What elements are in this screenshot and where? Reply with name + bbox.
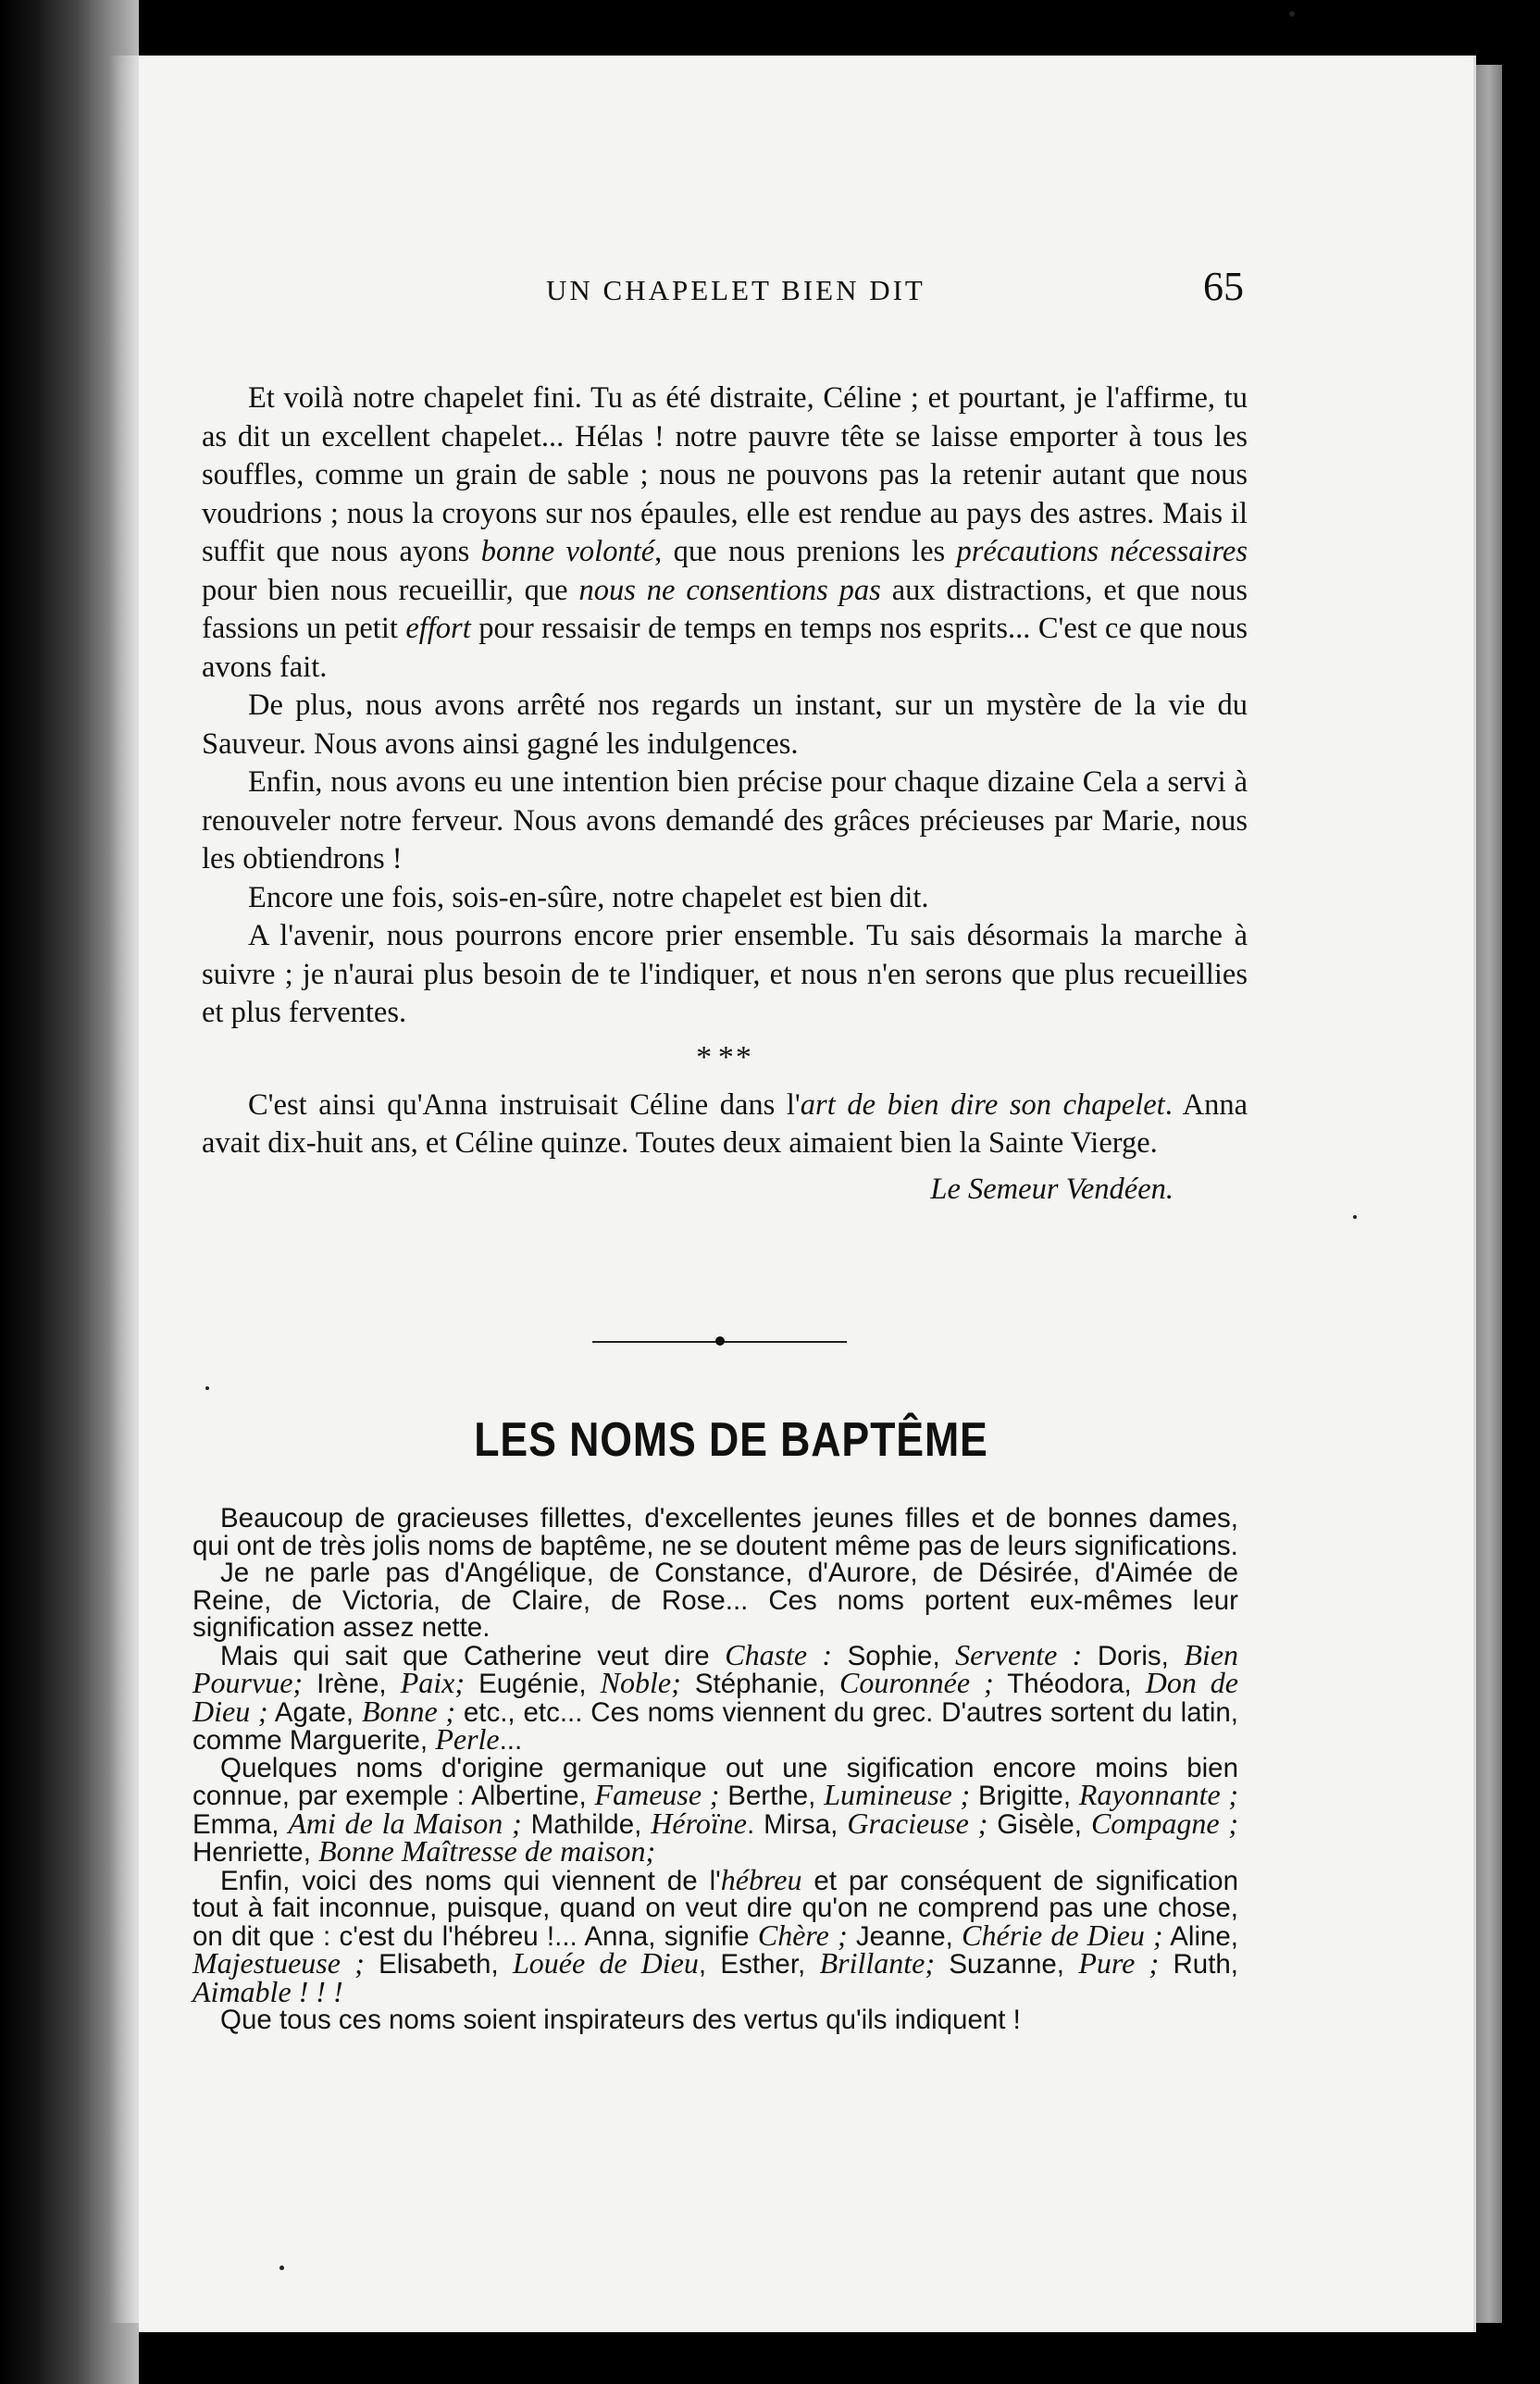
article-paragraph <box>202 764 1248 879</box>
article-paragraph <box>202 687 1248 764</box>
section-paragraph <box>192 1505 1238 1559</box>
italic-run: Brillante; <box>819 1946 935 1980</box>
text-run: Gisèle, <box>987 1808 1091 1840</box>
article-paragraph <box>202 879 1248 918</box>
text-run: Ruth, <box>1159 1949 1238 1980</box>
text-run: Elisabeth, <box>364 1949 513 1980</box>
italic-run: Noble; <box>600 1666 681 1699</box>
italic-run: hébreu <box>720 1862 802 1896</box>
italic-run: Aimable ! ! ! <box>192 1974 343 2008</box>
article-paragraph <box>202 379 1248 687</box>
running-title: UN CHAPELET BIEN DIT <box>546 274 925 306</box>
italic-run: Perle <box>435 1722 500 1756</box>
text-run: Théodora, <box>993 1669 1146 1699</box>
section-paragraph <box>192 1559 1238 1642</box>
italic-run: Ami de la Maison ; <box>288 1806 522 1840</box>
italic-run: précautions nécessaires <box>956 535 1248 568</box>
text-run: , que nous prenions les <box>654 535 957 568</box>
text-run: Aline, <box>1162 1920 1239 1952</box>
section-paragraph <box>192 1862 1239 2008</box>
page-number: 65 <box>1203 264 1244 309</box>
closing-paragraph <box>202 1086 1248 1163</box>
italic-run: Majestueuse ; <box>192 1946 365 1980</box>
italic-run: Gracieuse ; <box>847 1806 988 1840</box>
text-run: Sophie, <box>832 1640 956 1671</box>
italic-run: Rayonnante ; <box>1078 1778 1239 1811</box>
section-paragraph <box>192 2006 1238 2034</box>
italic-run: nous ne consentions pas <box>578 573 881 607</box>
text-run: Berthe, <box>719 1781 825 1811</box>
section-paragraph <box>192 1752 1239 1868</box>
italic-run: Louée de Dieu <box>512 1946 699 1980</box>
text-run: aux distractions, et que nous fassions un petit <box>202 573 1248 645</box>
text-run: C'est ainsi qu'Anna instruisait Céline dans l' <box>248 1087 801 1122</box>
section-body <box>192 1505 1238 2034</box>
text-run: Doris, <box>1082 1640 1185 1671</box>
text-run: Emma, <box>192 1808 289 1840</box>
text-run: Eugénie, <box>465 1669 601 1699</box>
text-run: ... <box>499 1725 523 1756</box>
text-run: Irène, <box>303 1669 401 1699</box>
text-run: Enfin, nous avons eu une intention bien précise pour chaque dizaine Cela a servi à renouveler notre ferveur. Nous avons demandé des grâces précieuses par Marie, nous les obtiendrons ! <box>202 765 1248 875</box>
italic-run: Chère ; <box>757 1918 848 1952</box>
text-run: Mathilde, <box>521 1808 652 1840</box>
text-run: Henriette, <box>192 1837 319 1868</box>
text-run: . Mirsa, <box>746 1808 848 1840</box>
italic-run: Chaste : <box>725 1637 833 1671</box>
text-run: . Anna avait dix-huit ans, et Céline quinze. Toutes deux aimaient bien la Sainte Vierge. <box>202 1087 1248 1160</box>
text-run: Quelques noms d'origine germanique out une sigification encore moins bien connue, par exemple : Albertine, <box>192 1752 1238 1811</box>
signature: Le Semeur Vendéen. <box>930 1172 1174 1206</box>
italic-run: Couronnée ; <box>839 1666 994 1699</box>
text-run: Brigitte, <box>970 1781 1079 1811</box>
text-run: pour ressaisir de temps en temps nos esprits... C'est ce que nous avons fait. <box>202 612 1248 684</box>
text-run: De plus, nous avons arrêté nos regards un instant, sur un mystère de la vie du Sauveur. Nous avons ainsi gagné les indulgences. <box>202 689 1248 761</box>
text-run: Mais qui sait que Catherine veut dire <box>220 1640 726 1671</box>
asterism-divider: * ** <box>696 1039 753 1074</box>
article-paragraph <box>202 917 1248 1033</box>
text-run: etc., etc... Ces noms viennent du grec. D'autres sortent du latin, comme Marguerite, <box>192 1696 1238 1756</box>
italic-run: Paix; <box>400 1666 465 1699</box>
text-run: Encore une fois, sois-en-sûre, notre chapelet est bien dit. <box>248 880 929 914</box>
italic-run: Compagne ; <box>1090 1806 1239 1840</box>
italic-run: Lumineuse ; <box>824 1778 971 1811</box>
section-paragraph <box>192 1637 1239 1756</box>
text-run: Suzanne, <box>935 1949 1079 1980</box>
section-title: LES NOMS DE BAPTÊME <box>474 1413 988 1467</box>
italic-run: Pure ; <box>1078 1946 1160 1980</box>
text-run: Stéphanie, <box>680 1669 840 1699</box>
text-run: Je ne parle pas d'Angélique, de Constance, d'Aurore, de Désirée, d'Aimée de Reine, de Victoria, de Claire, de Rose... Ces noms portent eux-mêmes leur signification assez nette. <box>192 1558 1238 1643</box>
italic-run: effort <box>405 612 471 645</box>
text-run: Jeanne, <box>847 1920 962 1952</box>
italic-run: Héroïne <box>651 1806 747 1840</box>
text-run: Agate, <box>267 1696 362 1728</box>
text-run: et par conséquent de signification tout à fait inconnue, puisque, quand on veut dire qu'on ne comprend pas une chose, on dit que : c'est du l'hébreu !... Anna, signifie <box>192 1865 1238 1952</box>
article-paragraphs <box>202 379 1248 1033</box>
text-run: , Esther, <box>698 1949 820 1980</box>
running-head <box>398 257 1323 313</box>
italic-run: Bonne ; <box>361 1694 456 1728</box>
text-run: Beaucoup de gracieuses fillettes, d'excellentes jeunes filles et de bonnes dames, qui ont de très jolis noms de baptême, ne se doutent même pas de leurs significations. <box>192 1503 1238 1561</box>
text-run: A l'avenir, nous pourrons encore prier ensemble. Tu sais désormais la marche à suivre ; je n'aurai plus besoin de te l'indiquer, et nous n'en serons que plus recueillies et plus ferventes. <box>202 919 1248 1029</box>
italic-run: Fameuse ; <box>594 1778 720 1811</box>
text-run: Et voilà notre chapelet fini. Tu as été distraite, Céline ; et pourtant, je l'affirme, tu as dit un excellent chapelet... Hélas ! notre pauvre tête se laisse emporter à tous les souffles, comme un grain de sable ; nous ne pouvons pas la retenir autant que nous voudrions ; nous la croyons sur nos épaules, elle est rendue au pays des astres. Mais il suffit que nous ayons <box>202 381 1248 568</box>
italic-run: Servente : <box>955 1637 1083 1671</box>
italic-run: Chérie de Dieu ; <box>962 1918 1163 1952</box>
italic-run: Bonne Maîtresse de maison; <box>318 1834 656 1868</box>
text-run: Que tous ces noms soient inspirateurs des vertus qu'ils indiquent ! <box>220 2005 1021 2035</box>
italic-run: Don de Dieu ; <box>192 1666 1238 1728</box>
text-run: pour bien nous recueillir, que <box>202 573 579 607</box>
italic-run: art de bien dire son chapelet <box>800 1087 1165 1122</box>
article-body <box>202 379 1248 1209</box>
page-edge-stack <box>1476 65 1502 2323</box>
italic-run: Bien Pourvue; <box>192 1637 1239 1699</box>
section-divider-dot <box>715 1336 725 1346</box>
text-run: Enfin, voici des noms qui viennent de l' <box>220 1865 721 1896</box>
italic-run: bonne volonté <box>480 535 655 568</box>
